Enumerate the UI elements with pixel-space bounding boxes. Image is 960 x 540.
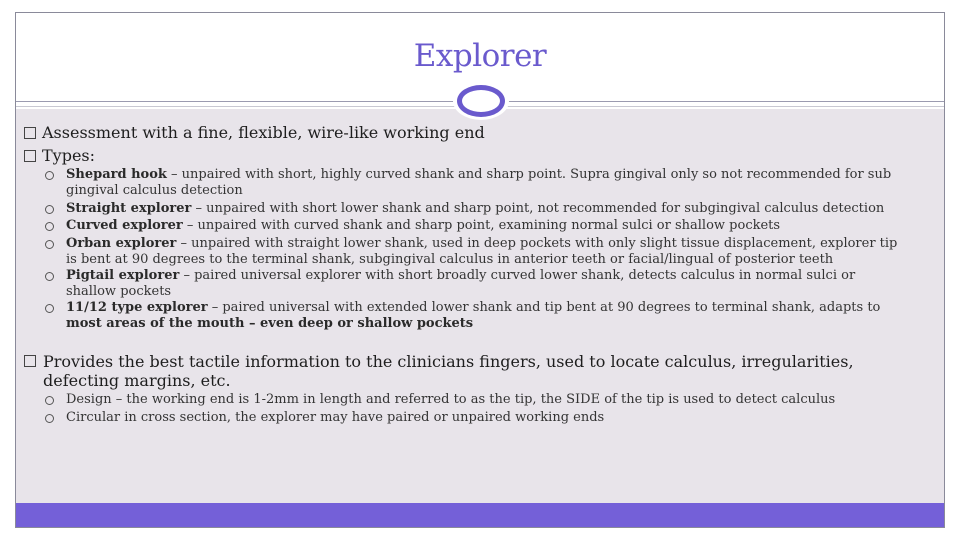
type-description: – paired universal with extended lower shank and tip bent at 90 degrees to terminal shank, adapts to [207, 300, 881, 315]
type-name: Orban explorer [66, 236, 177, 251]
square-bullet-icon [24, 127, 36, 139]
circle-bullet-icon [45, 222, 54, 231]
slide-title: Explorer [413, 38, 547, 74]
square-bullet-icon [24, 355, 36, 367]
circle-bullet-icon [45, 396, 54, 405]
circle-bullet-icon [45, 205, 54, 214]
bullet-text: Provides the best tactile information to the clinicians fingers, used to locate calculus, irregularities, defecting margins, etc. [43, 352, 854, 390]
type-item-pigtail-explorer [45, 268, 905, 300]
type-item-curved-explorer [45, 218, 905, 234]
circle-bullet-icon [45, 240, 54, 249]
type-name: Pigtail explorer [66, 268, 180, 283]
type-name: Curved explorer [66, 218, 183, 233]
type-item-shepard-hook [45, 167, 905, 199]
square-bullet-icon [24, 150, 36, 162]
detail-text: Circular in cross section, the explorer may have paired or unpaired working ends [66, 410, 605, 425]
circle-bullet-icon [45, 304, 54, 313]
bullet-types [24, 146, 904, 165]
type-item-orban-explorer [45, 236, 905, 268]
type-description: – unpaired with short lower shank and sharp point, not recommended for subgingival calculus detection [191, 201, 885, 216]
type-name: Straight explorer [66, 201, 192, 216]
type-item-straight-explorer [45, 201, 905, 217]
footer-bar [16, 503, 944, 527]
bullet-text: Types: [42, 146, 96, 165]
circle-bullet-icon [45, 171, 54, 180]
ring-ornament-icon [457, 85, 505, 117]
type-description: – paired universal explorer with short broadly curved lower shank, detects calculus in normal sulci or shallow pockets [66, 268, 856, 299]
detail-text: Design – the working end is 1-2mm in length and referred to as the tip, the SIDE of the tip is used to detect calculus [66, 392, 836, 407]
type-description: – unpaired with curved shank and sharp point, examining normal sulci or shallow pockets [182, 218, 781, 233]
type-item-1112-explorer [45, 300, 905, 332]
type-description: – unpaired with straight lower shank, used in deep pockets with only slight tissue displacement, explorer tip is bent at 90 degrees to the terminal shank, subgingival calculus in anterior teeth or facial/lingual of posterior teeth [66, 236, 898, 267]
circle-bullet-icon [45, 414, 54, 423]
detail-item-circular [45, 410, 905, 426]
bullet-text: Assessment with a fine, flexible, wire-like working end [42, 123, 485, 142]
type-emphasis: most areas of the mouth – even deep or shallow pockets [66, 316, 474, 331]
circle-bullet-icon [45, 272, 54, 281]
type-name: Shepard hook [66, 167, 167, 182]
bullet-tactile [24, 352, 884, 390]
bullet-assessment [24, 123, 904, 142]
detail-item-design [45, 392, 905, 408]
type-description: – unpaired with short, highly curved shank and sharp point. Supra gingival only so not recommended for sub gingival calculus detection [66, 167, 892, 198]
type-name: 11/12 type explorer [66, 300, 208, 315]
